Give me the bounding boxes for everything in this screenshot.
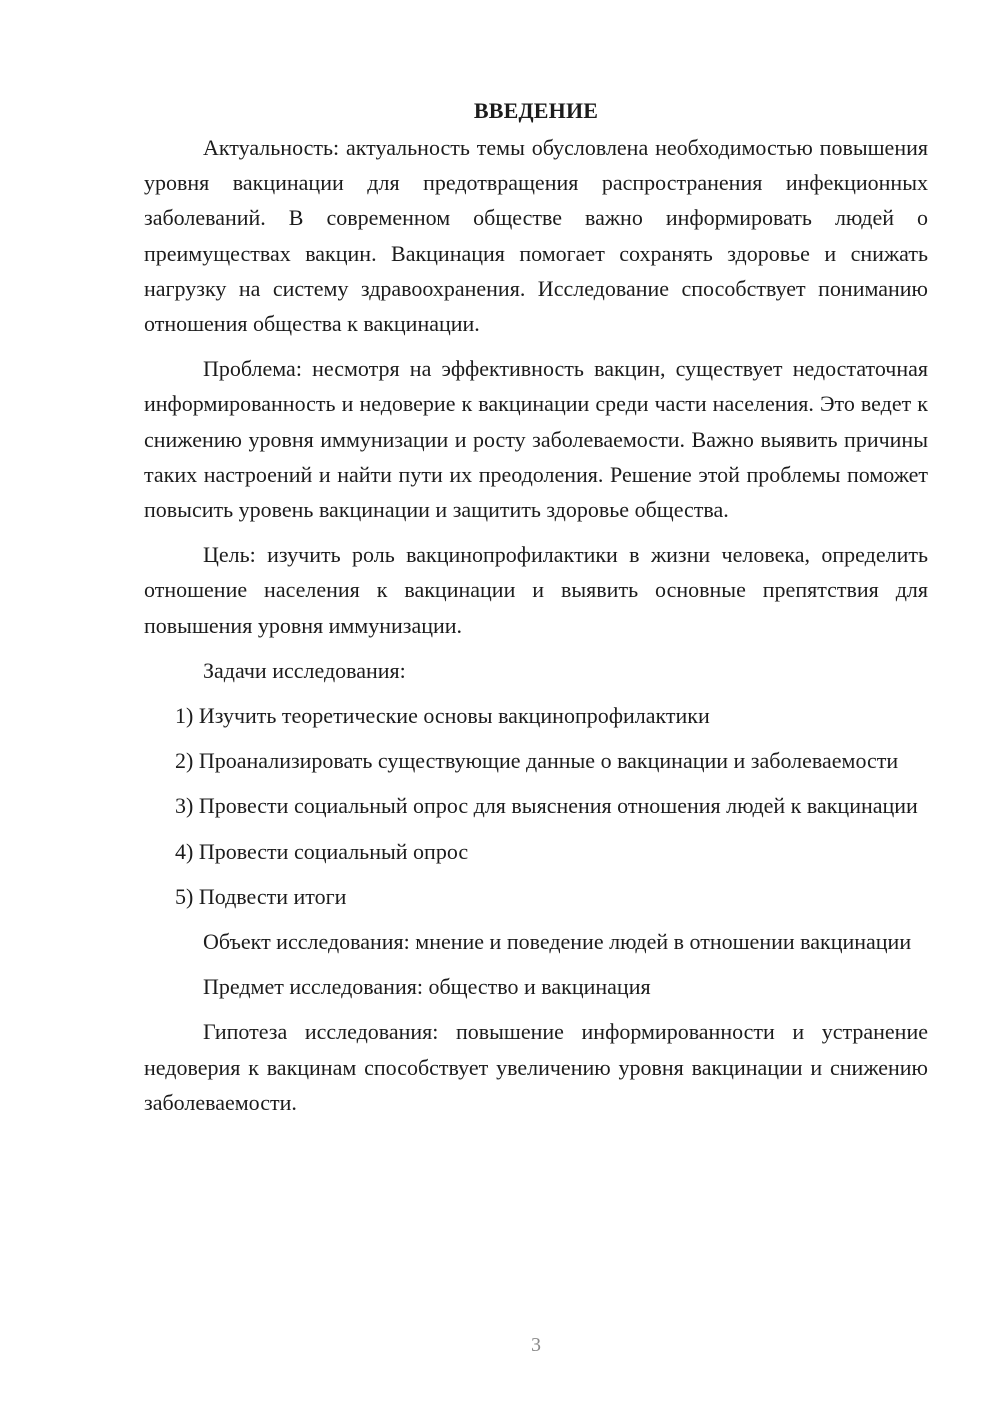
- task-item-2: 2) Проанализировать существующие данные о вакцинации и заболеваемости: [175, 748, 899, 774]
- page-number: 3: [531, 1334, 541, 1356]
- problem-paragraph: Проблема: несмотря на эффективность вакцин, существует недостаточная информированность и недоверие к вакцинации среди части населения. Это ведет к снижению уровня иммунизации и росту заболеваемости. Важно выявить причины таких настроений и найти пути их преодоления. Решение этой проблемы поможет повысить уровень вакцинации и защитить здоровье общества.: [144, 356, 928, 523]
- task-item-3: 3) Провести социальный опрос для выяснения отношения людей к вакцинации: [175, 793, 918, 819]
- tasks-heading: Задачи исследования:: [203, 657, 406, 683]
- section-title: ВВЕДЕНИЕ: [473, 98, 599, 123]
- task-item-1: 1) Изучить теоретические основы вакцинопрофилактики: [175, 703, 710, 729]
- hypothesis-paragraph: Гипотеза исследования: повышение информированности и устранение недоверия к вакцинам способствует увеличению уровня вакцинации и снижению заболеваемости.: [144, 1019, 928, 1115]
- task-item-4: 4) Провести социальный опрос: [175, 838, 469, 864]
- subject-paragraph: Предмет исследования: общество и вакцинация: [203, 974, 651, 1000]
- relevance-paragraph: Актуальность: актуальность темы обусловлена необходимостью повышения уровня вакцинации для предотвращения распространения инфекционных заболеваний. В современном обществе важно информировать людей о преимуществах вакцин. Вакцинация помогает сохранять здоровье и снижать нагрузку на систему здравоохранения. Исследование способствует пониманию отношения общества к вакцинации.: [144, 135, 928, 337]
- page-content: [144, 96, 928, 1130]
- object-paragraph: Объект исследования: мнение и поведение людей в отношении вакцинации: [203, 929, 912, 955]
- task-item-5: 5) Подвести итоги: [175, 883, 347, 909]
- goal-paragraph: Цель: изучить роль вакцинопрофилактики в жизни человека, определить отношение населения к вакцинации и выявить основные препятствия для повышения уровня иммунизации.: [144, 542, 928, 638]
